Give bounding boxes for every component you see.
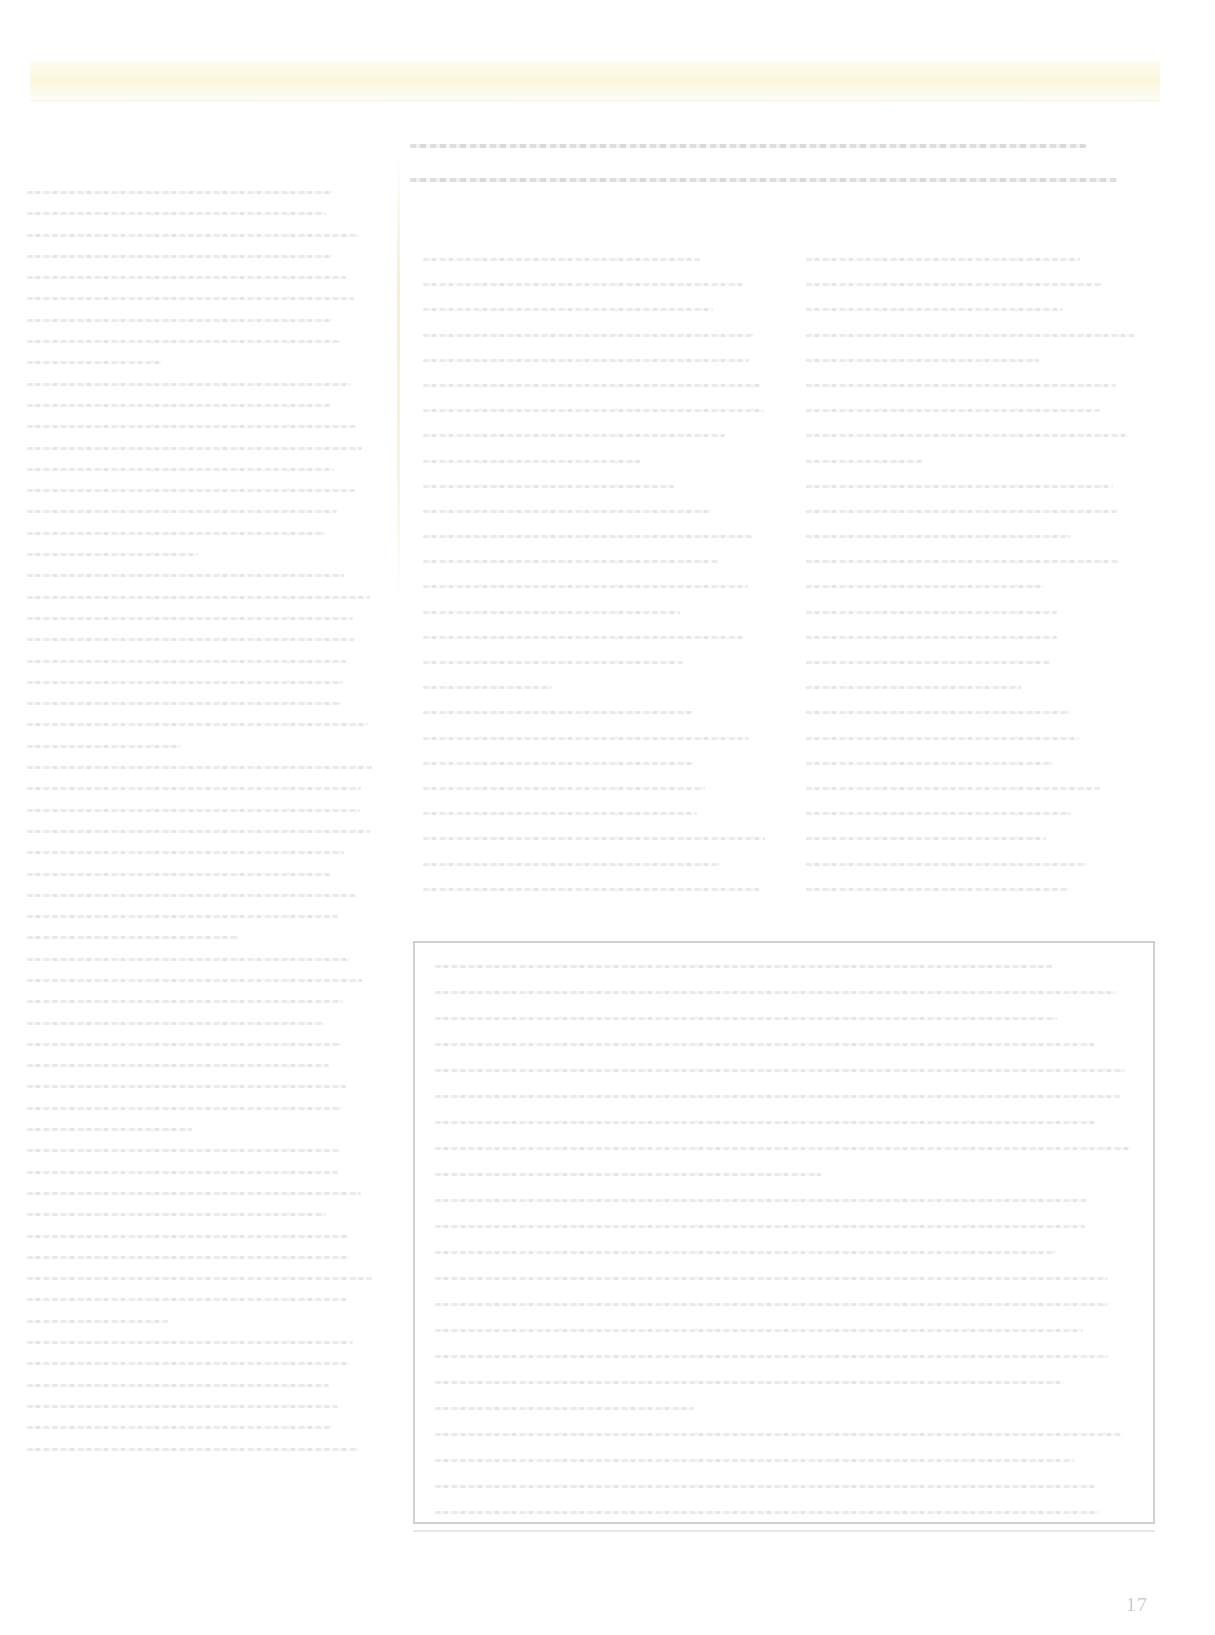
text-line [27,1171,338,1174]
text-line [27,1107,342,1110]
text-line [806,384,1116,387]
text-line [27,702,341,705]
text-line [806,661,1050,664]
text-line [27,1405,338,1408]
text-line [27,404,331,407]
text-line [435,965,1053,968]
text-line [806,359,1039,362]
text-line [27,1235,349,1238]
text-line [27,1362,350,1365]
text-line [27,723,368,726]
text-line [27,660,346,663]
article-heading [410,144,1140,212]
text-line [806,863,1087,866]
text-line [423,409,764,412]
text-line [806,535,1071,538]
text-line [27,617,353,620]
text-line [423,308,713,311]
text-line [435,1381,1064,1384]
text-line [27,766,372,769]
text-line [410,178,1117,182]
text-line [423,787,705,790]
text-line [423,334,754,337]
text-line [435,1173,821,1176]
text-line [423,359,749,362]
text-line [27,1298,346,1301]
left-column-text [27,191,372,1469]
text-line [27,958,350,961]
text-line [27,809,360,812]
text-line [27,936,239,939]
text-line [27,1426,332,1429]
text-line [27,255,332,258]
text-line [806,510,1117,513]
sidebar-text [435,965,1135,1537]
text-line [27,873,331,876]
text-line [423,434,725,437]
text-line [27,1128,192,1131]
text-line [435,1069,1125,1072]
text-line [806,837,1046,840]
text-line [27,383,351,386]
text-line [423,585,748,588]
text-line [423,686,552,689]
text-line [27,1149,340,1152]
text-line [27,425,356,428]
text-line [27,319,332,322]
text-line [806,409,1100,412]
column-divider [397,150,400,610]
text-line [423,661,683,664]
text-line [27,851,344,854]
text-line [27,638,354,641]
text-line [806,711,1070,714]
text-line [806,283,1103,286]
text-line [27,745,181,748]
text-line [435,1303,1108,1306]
text-line [423,283,744,286]
text-line [423,510,711,513]
text-line [435,1043,1095,1046]
text-line [27,574,344,577]
text-line [423,737,749,740]
text-line [27,340,341,343]
text-line [806,611,1057,614]
text-line [27,787,361,790]
text-line [806,434,1128,437]
text-line [435,1095,1120,1098]
text-line [435,1225,1085,1228]
text-line [27,510,337,513]
text-line [27,447,362,450]
text-line [27,1320,168,1323]
text-line [423,460,640,463]
text-line [423,762,694,765]
text-line [806,888,1069,891]
text-line [423,812,697,815]
text-line [410,144,1086,148]
right-column-text [806,258,1136,913]
text-line [435,1485,1095,1488]
text-line [27,1277,372,1280]
text-line [423,485,674,488]
text-line [806,686,1021,689]
text-line [27,1448,359,1451]
text-line [27,830,370,833]
text-line [435,1199,1087,1202]
text-line [27,468,334,471]
text-line [435,991,1116,994]
text-line [435,1251,1056,1254]
text-line [27,1022,324,1025]
text-line [806,334,1135,337]
text-line [423,837,765,840]
text-line [806,787,1100,790]
text-line [27,1384,329,1387]
text-line [423,711,693,714]
text-line [27,1085,346,1088]
text-line [435,1147,1131,1150]
text-line [27,1256,350,1259]
text-line [27,297,354,300]
text-line [806,485,1113,488]
text-line [27,234,359,237]
text-line [27,1213,326,1216]
text-line [806,762,1053,765]
text-line [435,1329,1083,1332]
text-line [27,212,326,215]
box-bottom-rule [413,1530,1155,1532]
text-line [27,1192,361,1195]
text-line [27,979,362,982]
text-line [806,585,1044,588]
text-line [435,1433,1121,1436]
top-banner [30,60,1160,101]
text-line [806,460,923,463]
text-line [806,560,1119,563]
text-line [435,1511,1099,1514]
text-line [27,489,355,492]
page-number: 17 [1126,1594,1148,1616]
text-line [27,532,325,535]
text-line [435,1017,1057,1020]
text-line [423,611,680,614]
text-line [27,1000,343,1003]
text-line [423,863,721,866]
text-line [435,1277,1108,1280]
text-line [806,812,1071,815]
text-line [435,1459,1074,1462]
text-line [423,384,761,387]
middle-column-text [423,258,768,913]
text-line [27,1341,353,1344]
text-line [27,1064,329,1067]
text-line [806,258,1080,261]
text-line [423,560,718,563]
text-line [27,553,198,556]
text-line [435,1355,1108,1358]
text-line [27,894,356,897]
text-line [27,596,370,599]
text-line [423,888,760,891]
text-line [806,636,1057,639]
text-line [435,1121,1095,1124]
text-line [806,737,1079,740]
text-line [423,636,744,639]
text-line [27,681,343,684]
text-line [27,191,333,194]
text-line [27,276,346,279]
text-line [423,258,700,261]
text-line [806,308,1063,311]
text-line [423,535,753,538]
text-line [27,1043,341,1046]
text-line [27,915,338,918]
text-line [435,1407,694,1410]
text-line [27,361,162,364]
